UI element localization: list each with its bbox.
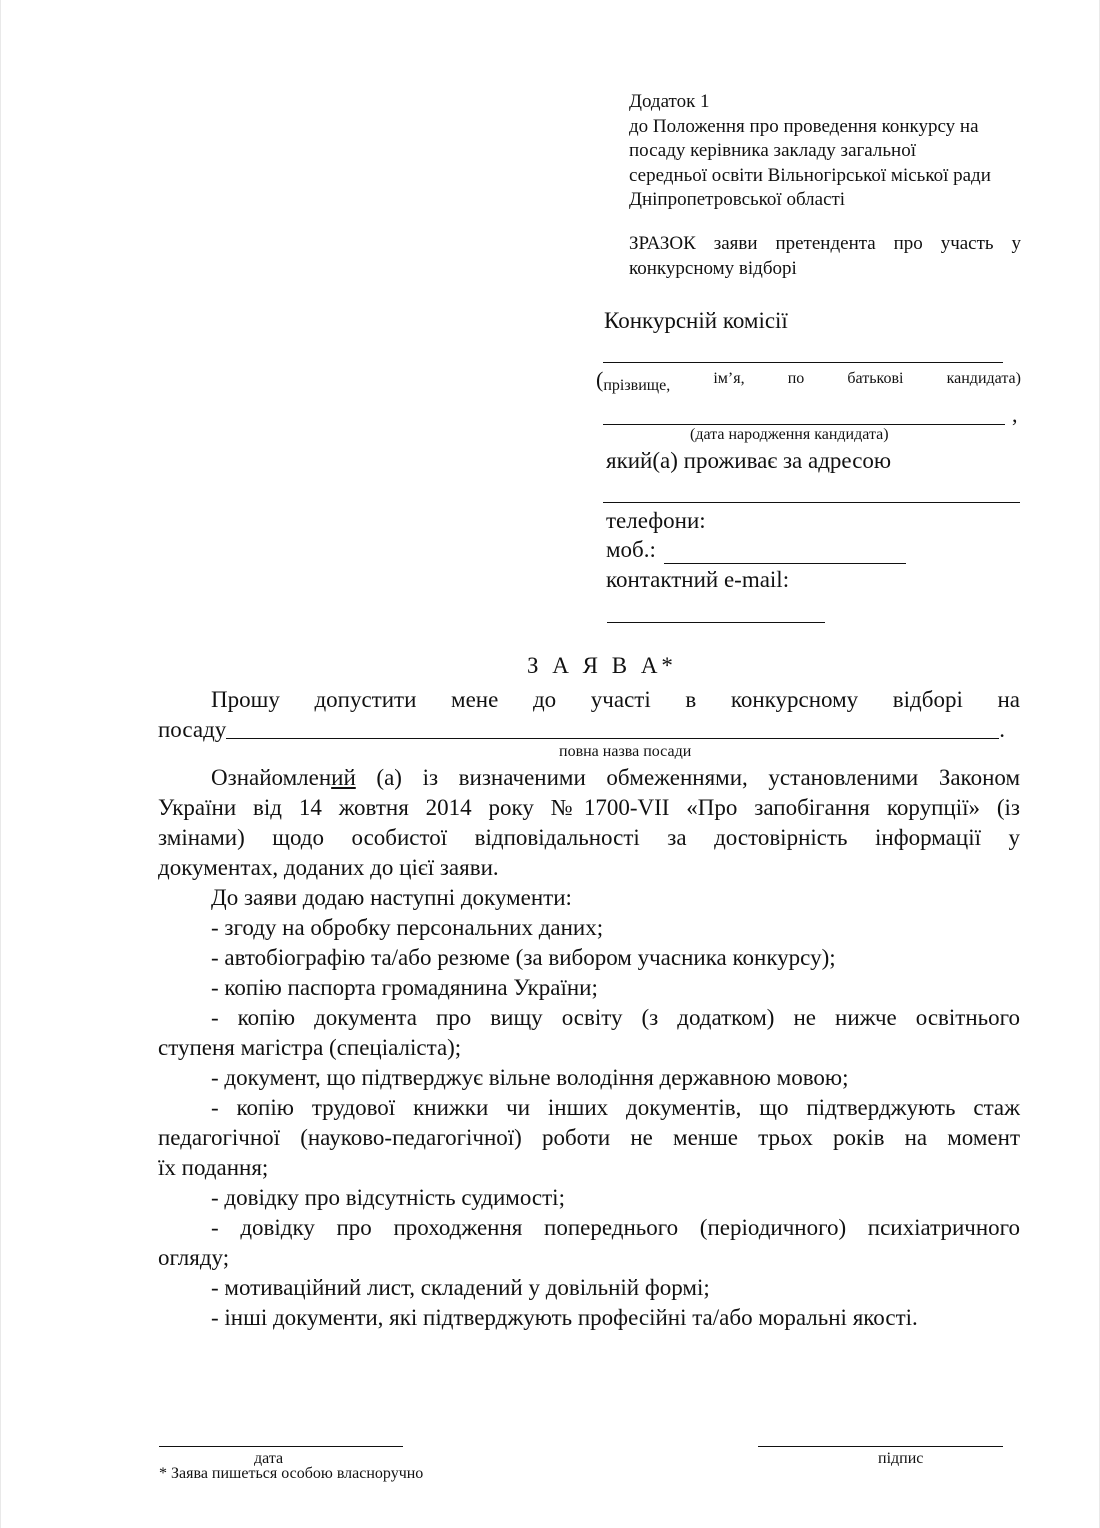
position-hint: повна назва посади	[559, 743, 692, 760]
email-line	[607, 622, 825, 623]
document-item: - копію паспорта громадянина України;	[211, 975, 598, 1000]
document-title: З А Я В А*	[527, 653, 677, 678]
acquainted-line-rest: (а) із визначеними обмеженнями, установленими Законом	[355, 765, 1020, 790]
appendix-line: до Положення про проведення конкурсу на	[629, 115, 979, 137]
dob-hint: (дата народження кандидата)	[690, 426, 889, 443]
document-item-cont: ступеня магістра (спеціаліста);	[158, 1035, 462, 1060]
acquainted-line: України від 14 жовтня 2014 року №1700-VII «Про запобігання корупції» (із	[158, 795, 1020, 820]
fio-hint-word: прізвище,	[603, 377, 671, 394]
acquainted-paragraph	[158, 763, 1020, 883]
document-item: - довідку про відсутність судимості;	[211, 1185, 565, 1210]
acquainted-word-start: Ознайомлен	[211, 765, 332, 790]
appendix-block	[629, 90, 1029, 213]
mobile-label: моб.:	[606, 537, 656, 562]
document-item: - копію документа про вищу освіту (з додатком) не нижче освітнього	[211, 1005, 1020, 1030]
appendix-line: Додаток 1	[629, 91, 710, 112]
address-label: який(а) проживає за адресою	[606, 448, 892, 473]
request-line-2	[158, 715, 1020, 745]
document-item-cont: педагогічної (науково-педагогічної) роботи не менше трьох років на момент	[158, 1125, 1020, 1150]
document-item: - інші документи, які підтверджують професійні та/або моральні якості.	[211, 1305, 918, 1330]
signature-label: підпис	[878, 1450, 924, 1467]
documents-intro: До заяви додаю наступні документи:	[211, 885, 572, 910]
address-line	[603, 502, 1020, 503]
document-item: - автобіографію та/або резюме (за вибором учасника конкурсу);	[211, 945, 836, 970]
request-paragraph	[158, 685, 1020, 745]
email-label: контактний e-mail:	[606, 567, 790, 592]
signature-line	[758, 1446, 1003, 1447]
position-line	[226, 718, 999, 739]
fio-hint-word: батькові	[847, 370, 904, 387]
fio-hint-word: кандидата)	[946, 370, 1021, 387]
appendix-line: середньої освіти Вільногірської міської ради	[629, 164, 991, 186]
acquainted-line	[158, 763, 1020, 793]
document-item: - копію трудової книжки чи інших документів, що підтверджують стаж	[211, 1095, 1020, 1120]
appendix-line: Дніпропетровської області	[629, 189, 846, 210]
fio-hint	[596, 367, 1021, 396]
acquainted-word-ending: ий	[331, 765, 356, 790]
sample-note	[629, 232, 1021, 281]
dob-line	[603, 424, 1005, 425]
position-label: посаду	[158, 717, 227, 742]
sample-line: конкурсному відборі	[629, 257, 797, 279]
fio-hint-word: ім’я,	[713, 370, 745, 387]
document-item: - згоду на обробку персональних даних;	[211, 915, 604, 940]
document-item-cont: огляду;	[158, 1245, 230, 1270]
document-item-cont: їх подання;	[158, 1155, 269, 1180]
request-line: Прошу допустити мене до участі в конкурсному відборі на	[211, 687, 1020, 712]
documents-list	[158, 883, 1020, 1333]
document-item: - довідку про проходження попереднього (періодичного) психіатричного	[211, 1215, 1020, 1240]
fio-line	[603, 362, 1003, 363]
document-item: - документ, що підтверджує вільне володіння державною мовою;	[211, 1065, 849, 1090]
dob-comma: ,	[1012, 402, 1018, 427]
committee-heading: Конкурсній комісії	[604, 308, 788, 333]
date-label: дата	[254, 1450, 284, 1467]
mobile-line	[664, 563, 906, 564]
acquainted-line: документах, доданих до цієї заяви.	[158, 855, 499, 880]
acquainted-line: змінами) щодо особистої відповідальності за достовірність інформації у	[158, 825, 1020, 850]
appendix-line: посаду керівника закладу загальної	[629, 140, 916, 161]
sample-line: ЗРАЗОК заяви претендента про участь у	[629, 233, 1021, 254]
fio-hint-word: по	[787, 370, 805, 387]
phones-label: телефони:	[606, 508, 706, 533]
document-item: - мотиваційний лист, складений у довільній формі;	[211, 1275, 710, 1300]
footnote: * Заява пишеться особою власноручно	[159, 1465, 424, 1482]
request-period: .	[999, 717, 1006, 742]
date-line	[159, 1446, 403, 1447]
fio-hint-paren: (	[596, 367, 604, 392]
